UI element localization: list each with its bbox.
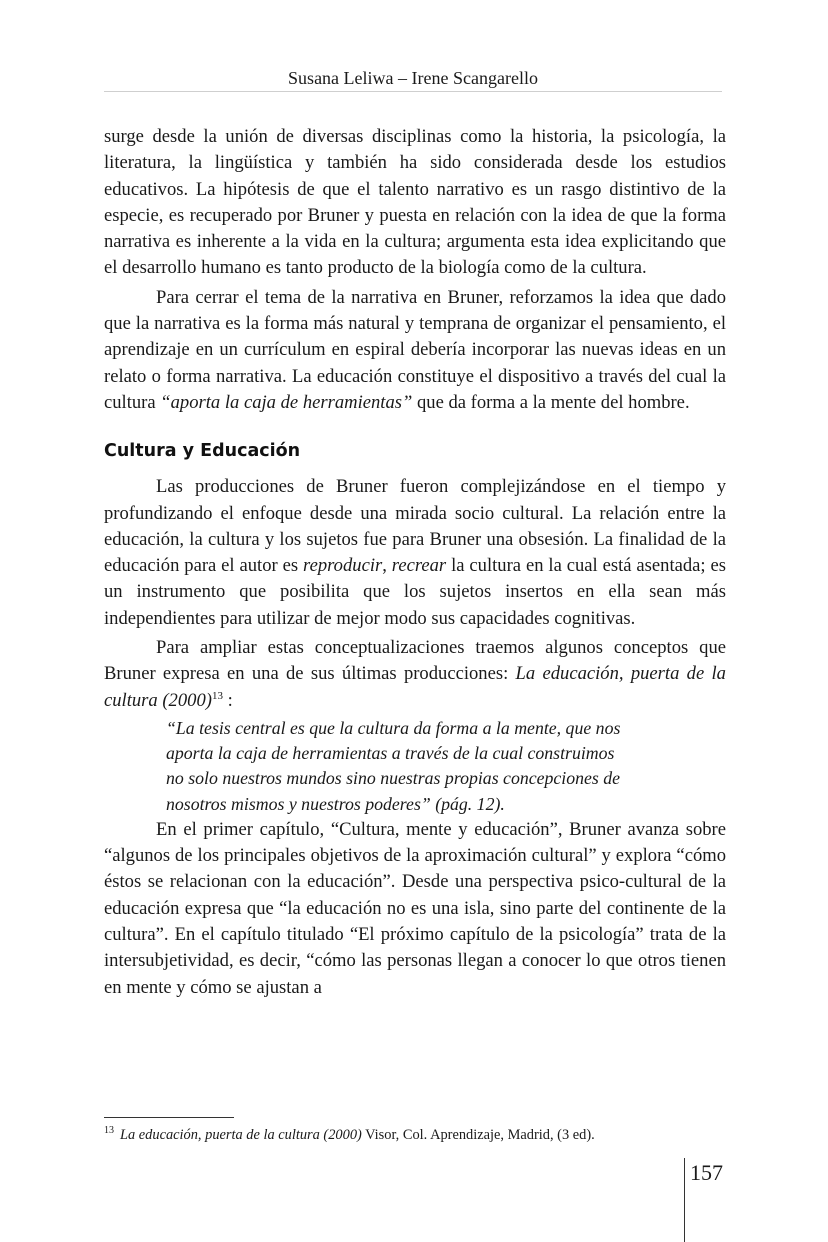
paragraph-3 — [104, 474, 726, 632]
header-divider — [104, 91, 722, 92]
paragraph-3-emphasis-2: recrear — [391, 555, 447, 577]
paragraph-3-separator: , — [382, 555, 392, 577]
paragraph-2 — [104, 285, 726, 416]
quote-line: aporta la caja de herramientas a través de la cual construimos — [166, 743, 615, 764]
footnote-divider — [104, 1117, 234, 1118]
footnote-number: 13 — [104, 1125, 114, 1137]
footnote-title: La educación, puerta de la cultura (2000) — [120, 1127, 362, 1143]
paragraph-3-emphasis-1: reproducir — [303, 555, 383, 577]
quote-line: nosotros mismos y nuestros poderes” (pág. 12). — [166, 793, 505, 814]
footnote — [104, 1126, 724, 1145]
paragraph-1: surge desde la unión de diversas disciplinas como la historia, la psicología, la literatura, la lingüística y también ha sido considerada desde los estudios educativos. La hipótesis de que el talento narrativo es un rasgo distintivo de la especie, es recuperado por Bruner y puesta en relación con la idea de que la forma narrativa es inherente a la vida en la cultura; argumenta esta idea explicitando que el desarrollo humano es tanto producto de la biología como de la cultura. — [104, 126, 726, 279]
quote-line: no solo nuestros mundos sino nuestras propias concepciones de — [166, 768, 621, 789]
footnote-reference[interactable]: 13 — [211, 689, 223, 702]
footnote-text: Visor, Col. Aprendizaje, Madrid, (3 ed). — [361, 1127, 595, 1143]
paragraph-4 — [104, 635, 726, 714]
paragraph-3-text-b: la cultura en la cual está asentada; es un instrumento que posibilita que los sujetos insertos en ella sean más independientes para utilizar de mejor modo sus capacidades cognitivas. — [104, 555, 726, 629]
paragraph-2-text-a: Para cerrar el tema de la narrativa en Bruner, reforzamos la idea que dado que la narrativa es la forma más natural y temprana de organizar el pensamiento, el aprendizaje en un currículum en espiral debería incorporar las nuevas ideas en un relato o forma narrativa. La educación constituye el dispositivo a través del cual la cultura — [104, 286, 726, 413]
page-body — [104, 124, 726, 1001]
quote-line: “La tesis central es que la cultura da forma a la mente, que nos — [166, 717, 621, 738]
block-quote — [166, 716, 678, 817]
paragraph-2-emphasis: “aporta la caja de herramientas” — [160, 391, 413, 413]
paragraph-4-text-a: Para ampliar estas conceptualizaciones traemos algunos conceptos que Bruner expresa en una de sus últimas producciones: — [104, 637, 726, 685]
page-number: 157 — [690, 1160, 723, 1185]
paragraph-3-text-a: Las producciones de Bruner fueron complejizándose en el tiempo y profundizando el enfoque desde una mirada socio cultural. La relación entre la educación, la cultura y los sujetos fue para Bruner una obsesión. La finalidad de la educación para el autor es — [104, 476, 726, 577]
paragraph-4-book-title: La educación, puerta de la cultura (2000) — [104, 663, 726, 711]
page-number-divider — [684, 1158, 685, 1242]
section-title: Cultura y Educación — [104, 441, 301, 462]
paragraph-4-text-b: : — [222, 689, 233, 711]
running-header: Susana Leliwa – Irene Scangarello — [288, 68, 538, 88]
paragraph-2-text-b: que da forma a la mente del hombre. — [412, 391, 690, 413]
paragraph-5: En el primer capítulo, “Cultura, mente y educación”, Bruner avanza sobre “algunos de los principales objetivos de la aproximación cultural” y explora “cómo éstos se relacionan con la educación”. Desde una perspectiva psico-cultural de la educación expresa que “la educación no es una isla, sino parte del continente de la cultura”. En el capítulo titulado “El próximo capítulo de la psicología” trata de la intersubjetividad, es decir, “cómo las personas llegan a conocer lo que otros tienen en mente y cómo se ajustan a — [104, 818, 726, 998]
